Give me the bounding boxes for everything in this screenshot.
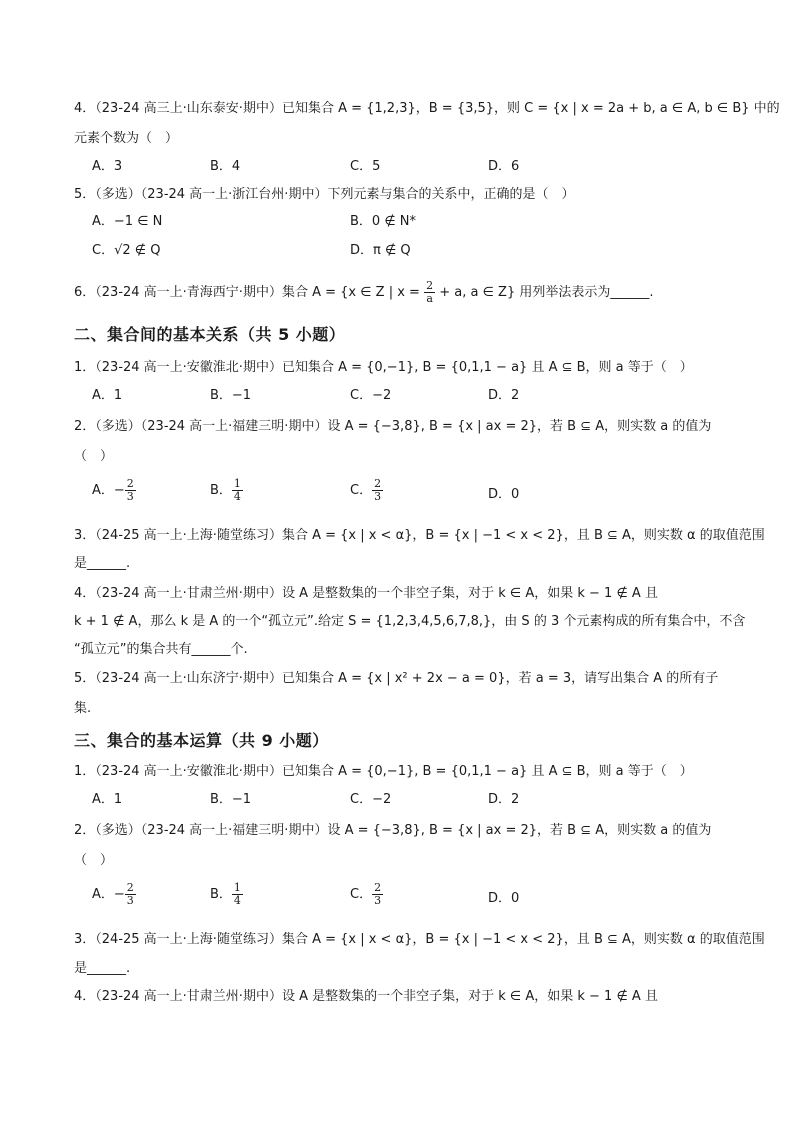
s3-q1-option-d: D．2: [488, 792, 520, 807]
s2-q3-line1: 3．（24-25 高一上·上海·随堂练习）集合 A = {x | x < α}，B = {x | −1 < x < 2}，且 B ⊆ A，则实数 α 的取值范围: [74, 528, 765, 543]
s3-q2-option-b: [210, 882, 243, 907]
s3-q1-line1: 1．（23-24 高一上·安徽淮北·期中）已知集合 A = {0,−1}, B = {0,1,1 − a} 且 A ⊆ B，则 a 等于（ ）: [74, 764, 693, 779]
s3-q2-option-a: [92, 882, 136, 907]
s2-q4-line1: 4．（23-24 高一上·甘肃兰州·期中）设 A 是整数集的一个非空子集，对于 k ∈ A，如果 k − 1 ∉ A 且: [74, 586, 658, 601]
frac-num: 2: [374, 881, 382, 894]
frac-num: 1: [233, 881, 241, 894]
s2-q2-option-a-frac: [125, 478, 136, 503]
s3-q2-option-b-label: B．: [210, 887, 232, 902]
s2-q1-option-b: B．−1: [210, 388, 252, 403]
s2-q4-line3: “孤立元”的集合共有______个.: [74, 642, 248, 657]
s2-q2-option-b: [210, 478, 243, 503]
q5-option-a: A．−1 ∈ N: [92, 214, 163, 229]
frac-den: 3: [374, 490, 382, 503]
s3-q2-option-b-frac: [232, 882, 243, 907]
frac-den: 3: [126, 894, 134, 907]
s2-q2-option-d: D．0: [488, 487, 520, 502]
frac-num: 2: [374, 477, 382, 490]
frac-den: 3: [374, 894, 382, 907]
s2-q2-option-b-frac: [232, 478, 243, 503]
q6-line: [74, 280, 653, 305]
s2-q2-option-a: [92, 478, 136, 503]
q4-line1: 4．（23-24 高三上·山东泰安·期中）已知集合 A = {1,2,3}，B = {3,5}，则 C = {x | x = 2a + b, a ∈ A, b ∈ B} 中的: [74, 101, 780, 116]
q5-option-d: D．π ∉ Q: [350, 243, 411, 258]
q6-prefix: 6．（23-24 高一上·青海西宁·期中）集合 A = {x ∈ Z | x =: [74, 285, 425, 300]
s3-q1-option-a: A．1: [92, 792, 123, 807]
section-heading-2: 二、集合间的基本关系（共 5 小题）: [74, 325, 346, 344]
frac-den: 4: [233, 490, 241, 503]
s2-q2-option-a-label: A．−: [92, 483, 125, 498]
s2-q2-option-b-label: B．: [210, 483, 232, 498]
q4-line2: 元素个数为（ ）: [74, 131, 179, 146]
q4-option-d: D．6: [488, 159, 520, 174]
s2-q2-option-c-frac: [372, 478, 383, 503]
s3-q2-option-c-frac: [372, 882, 383, 907]
s3-q2-line2: （ ）: [74, 853, 114, 868]
s2-q1-option-a: A．1: [92, 388, 123, 403]
q5-option-b: B．0 ∉ N*: [350, 214, 417, 229]
s3-q2-option-d: D．0: [488, 891, 520, 906]
q6-fraction: [424, 280, 435, 305]
section-heading-3: 三、集合的基本运算（共 9 小题）: [74, 731, 329, 750]
s3-q2-option-c: [350, 882, 383, 907]
frac-num: 2: [126, 477, 134, 490]
frac-num: 1: [233, 477, 241, 490]
s3-q4-line1: 4．（23-24 高一上·甘肃兰州·期中）设 A 是整数集的一个非空子集，对于 k ∈ A，如果 k − 1 ∉ A 且: [74, 989, 658, 1004]
frac-den: 4: [233, 894, 241, 907]
q4-option-b: B．4: [210, 159, 241, 174]
s3-q2-option-a-label: A．−: [92, 887, 125, 902]
s2-q2-line2: （ ）: [74, 449, 114, 464]
s3-q2-option-a-frac: [125, 882, 136, 907]
q6-frac-num: 2: [426, 279, 434, 292]
s2-q1-line1: 1．（23-24 高一上·安徽淮北·期中）已知集合 A = {0,−1}, B = {0,1,1 − a} 且 A ⊆ B，则 a 等于（ ）: [74, 360, 693, 375]
q6-frac-den: a: [426, 292, 433, 305]
s3-q1-option-b: B．−1: [210, 792, 252, 807]
frac-num: 2: [126, 881, 134, 894]
s2-q5-line2: 集.: [74, 701, 92, 716]
s2-q3-line2: 是______.: [74, 556, 131, 571]
s2-q5-line1: 5．（23-24 高一上·山东济宁·期中）已知集合 A = {x | x² + 2x − a = 0}，若 a = 3，请写出集合 A 的所有子: [74, 671, 719, 686]
s3-q2-line1: 2．（多选）（23-24 高一上·福建三明·期中）设 A = {−3,8}, B = {x | ax = 2}，若 B ⊆ A，则实数 a 的值为: [74, 823, 712, 838]
s2-q1-option-c: C．−2: [350, 388, 392, 403]
s3-q1-option-c: C．−2: [350, 792, 392, 807]
q5-option-c: C．√2 ∉ Q: [92, 243, 161, 258]
s2-q1-option-d: D．2: [488, 388, 520, 403]
s3-q2-option-c-label: C．: [350, 887, 373, 902]
s3-q3-line1: 3．（24-25 高一上·上海·随堂练习）集合 A = {x | x < α}，B = {x | −1 < x < 2}，且 B ⊆ A，则实数 α 的取值范围: [74, 932, 765, 947]
s2-q2-line1: 2．（多选）（23-24 高一上·福建三明·期中）设 A = {−3,8}, B = {x | ax = 2}，若 B ⊆ A，则实数 a 的值为: [74, 419, 712, 434]
s2-q2-option-c-label: C．: [350, 483, 373, 498]
q4-option-a: A．3: [92, 159, 123, 174]
q4-option-c: C．5: [350, 159, 381, 174]
frac-den: 3: [126, 490, 134, 503]
q5-line1: 5．（多选）（23-24 高一上·浙江台州·期中）下列元素与集合的关系中，正确的是（ ）: [74, 187, 575, 202]
s2-q2-option-c: [350, 478, 383, 503]
q6-suffix: + a, a ∈ Z} 用列举法表示为______.: [435, 285, 654, 300]
s3-q3-line2: 是______.: [74, 961, 131, 976]
s2-q4-line2: k + 1 ∉ A，那么 k 是 A 的一个“孤立元”.给定 S = {1,2,3,4,5,6,7,8,}，由 S 的 3 个元素构成的所有集合中，不含: [74, 614, 746, 629]
